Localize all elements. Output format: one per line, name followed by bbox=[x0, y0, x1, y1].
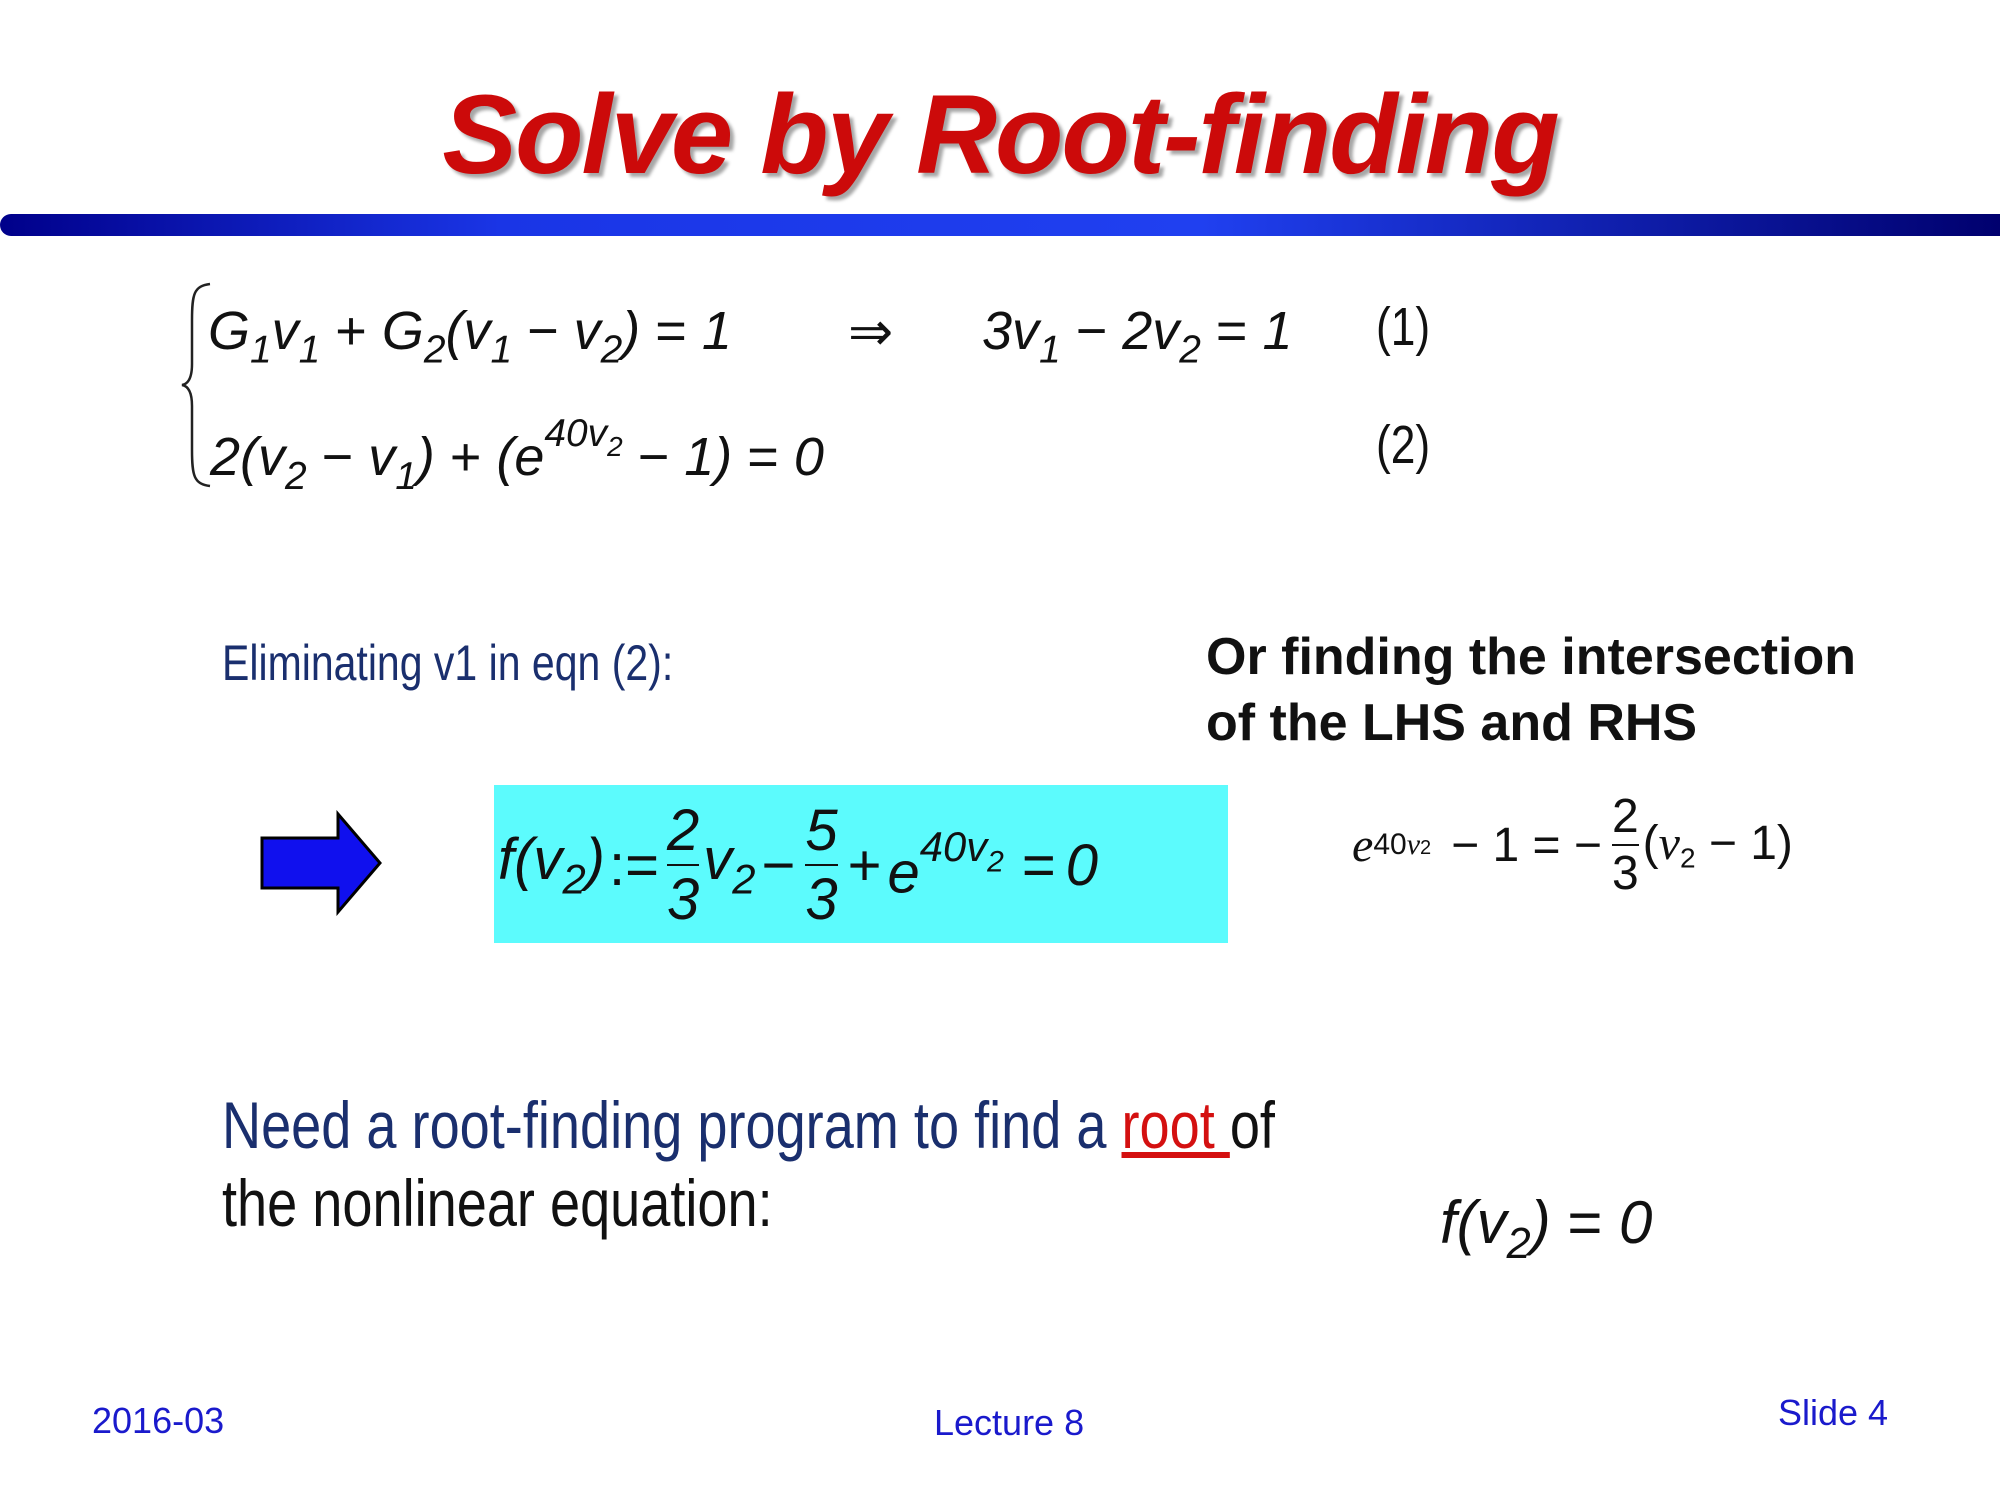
root-finding-statement bbox=[222, 1086, 1275, 1242]
intersection-note-line2: of the LHS and RHS bbox=[1206, 694, 1698, 752]
right-arrow-icon bbox=[258, 810, 386, 916]
fraction-five-thirds: $\frac{5}{3}$ bbox=[805, 798, 838, 932]
footer-date: 2016-03 bbox=[92, 1400, 225, 1441]
footer-lecture: Lecture 8 bbox=[934, 1402, 1085, 1443]
equation-1-right: $3v_1 - 2v_2 = 1$ bbox=[982, 301, 1293, 372]
intersection-note bbox=[1206, 624, 1856, 756]
intersection-equation: e 40v2 − 1 = − $\frac{2}{3}$ (v2 − 1) bbox=[1352, 790, 1793, 900]
footer-slide-number: Slide 4 bbox=[1778, 1392, 1889, 1433]
final-equation: $f(v_2) = 0$ bbox=[1440, 1189, 1653, 1269]
function-definition-equation: $f(v_2)$ := $\frac{2}{3}$ $v_2$ − $\frac{5}{3}$ + $e^{40v_2}$ = 0 bbox=[498, 798, 1098, 932]
fraction-two-thirds: $\frac{2}{3}$ bbox=[667, 798, 700, 932]
title-divider bbox=[0, 214, 2000, 236]
equation-1-left: $G_1v_1 + G_2(v_1 - v_2) = 1$ bbox=[208, 301, 732, 372]
equation-2: $2(v_2 - v_1) + (e^{40v_2} - 1) = 0$ bbox=[210, 412, 824, 498]
equation-2-number: (2) bbox=[1376, 415, 1431, 475]
equation-1-number: (1) bbox=[1376, 297, 1431, 357]
root-word-link[interactable]: root bbox=[1121, 1088, 1230, 1162]
implies-symbol: ⇒ bbox=[848, 302, 894, 362]
eliminating-label: Eliminating v1 in eqn (2): bbox=[222, 635, 674, 691]
need-text-prefix: Need a root-finding program to find a bbox=[222, 1088, 1122, 1162]
need-text-line2: the nonlinear equation: bbox=[222, 1166, 773, 1240]
intersection-note-line1: Or finding the intersection bbox=[1206, 628, 1857, 686]
fraction-two-thirds-rhs: $\frac{2}{3}$ bbox=[1611, 790, 1639, 900]
slide-title: Solve by Root-finding bbox=[442, 72, 1558, 197]
need-text-suffix: of bbox=[1229, 1088, 1275, 1162]
